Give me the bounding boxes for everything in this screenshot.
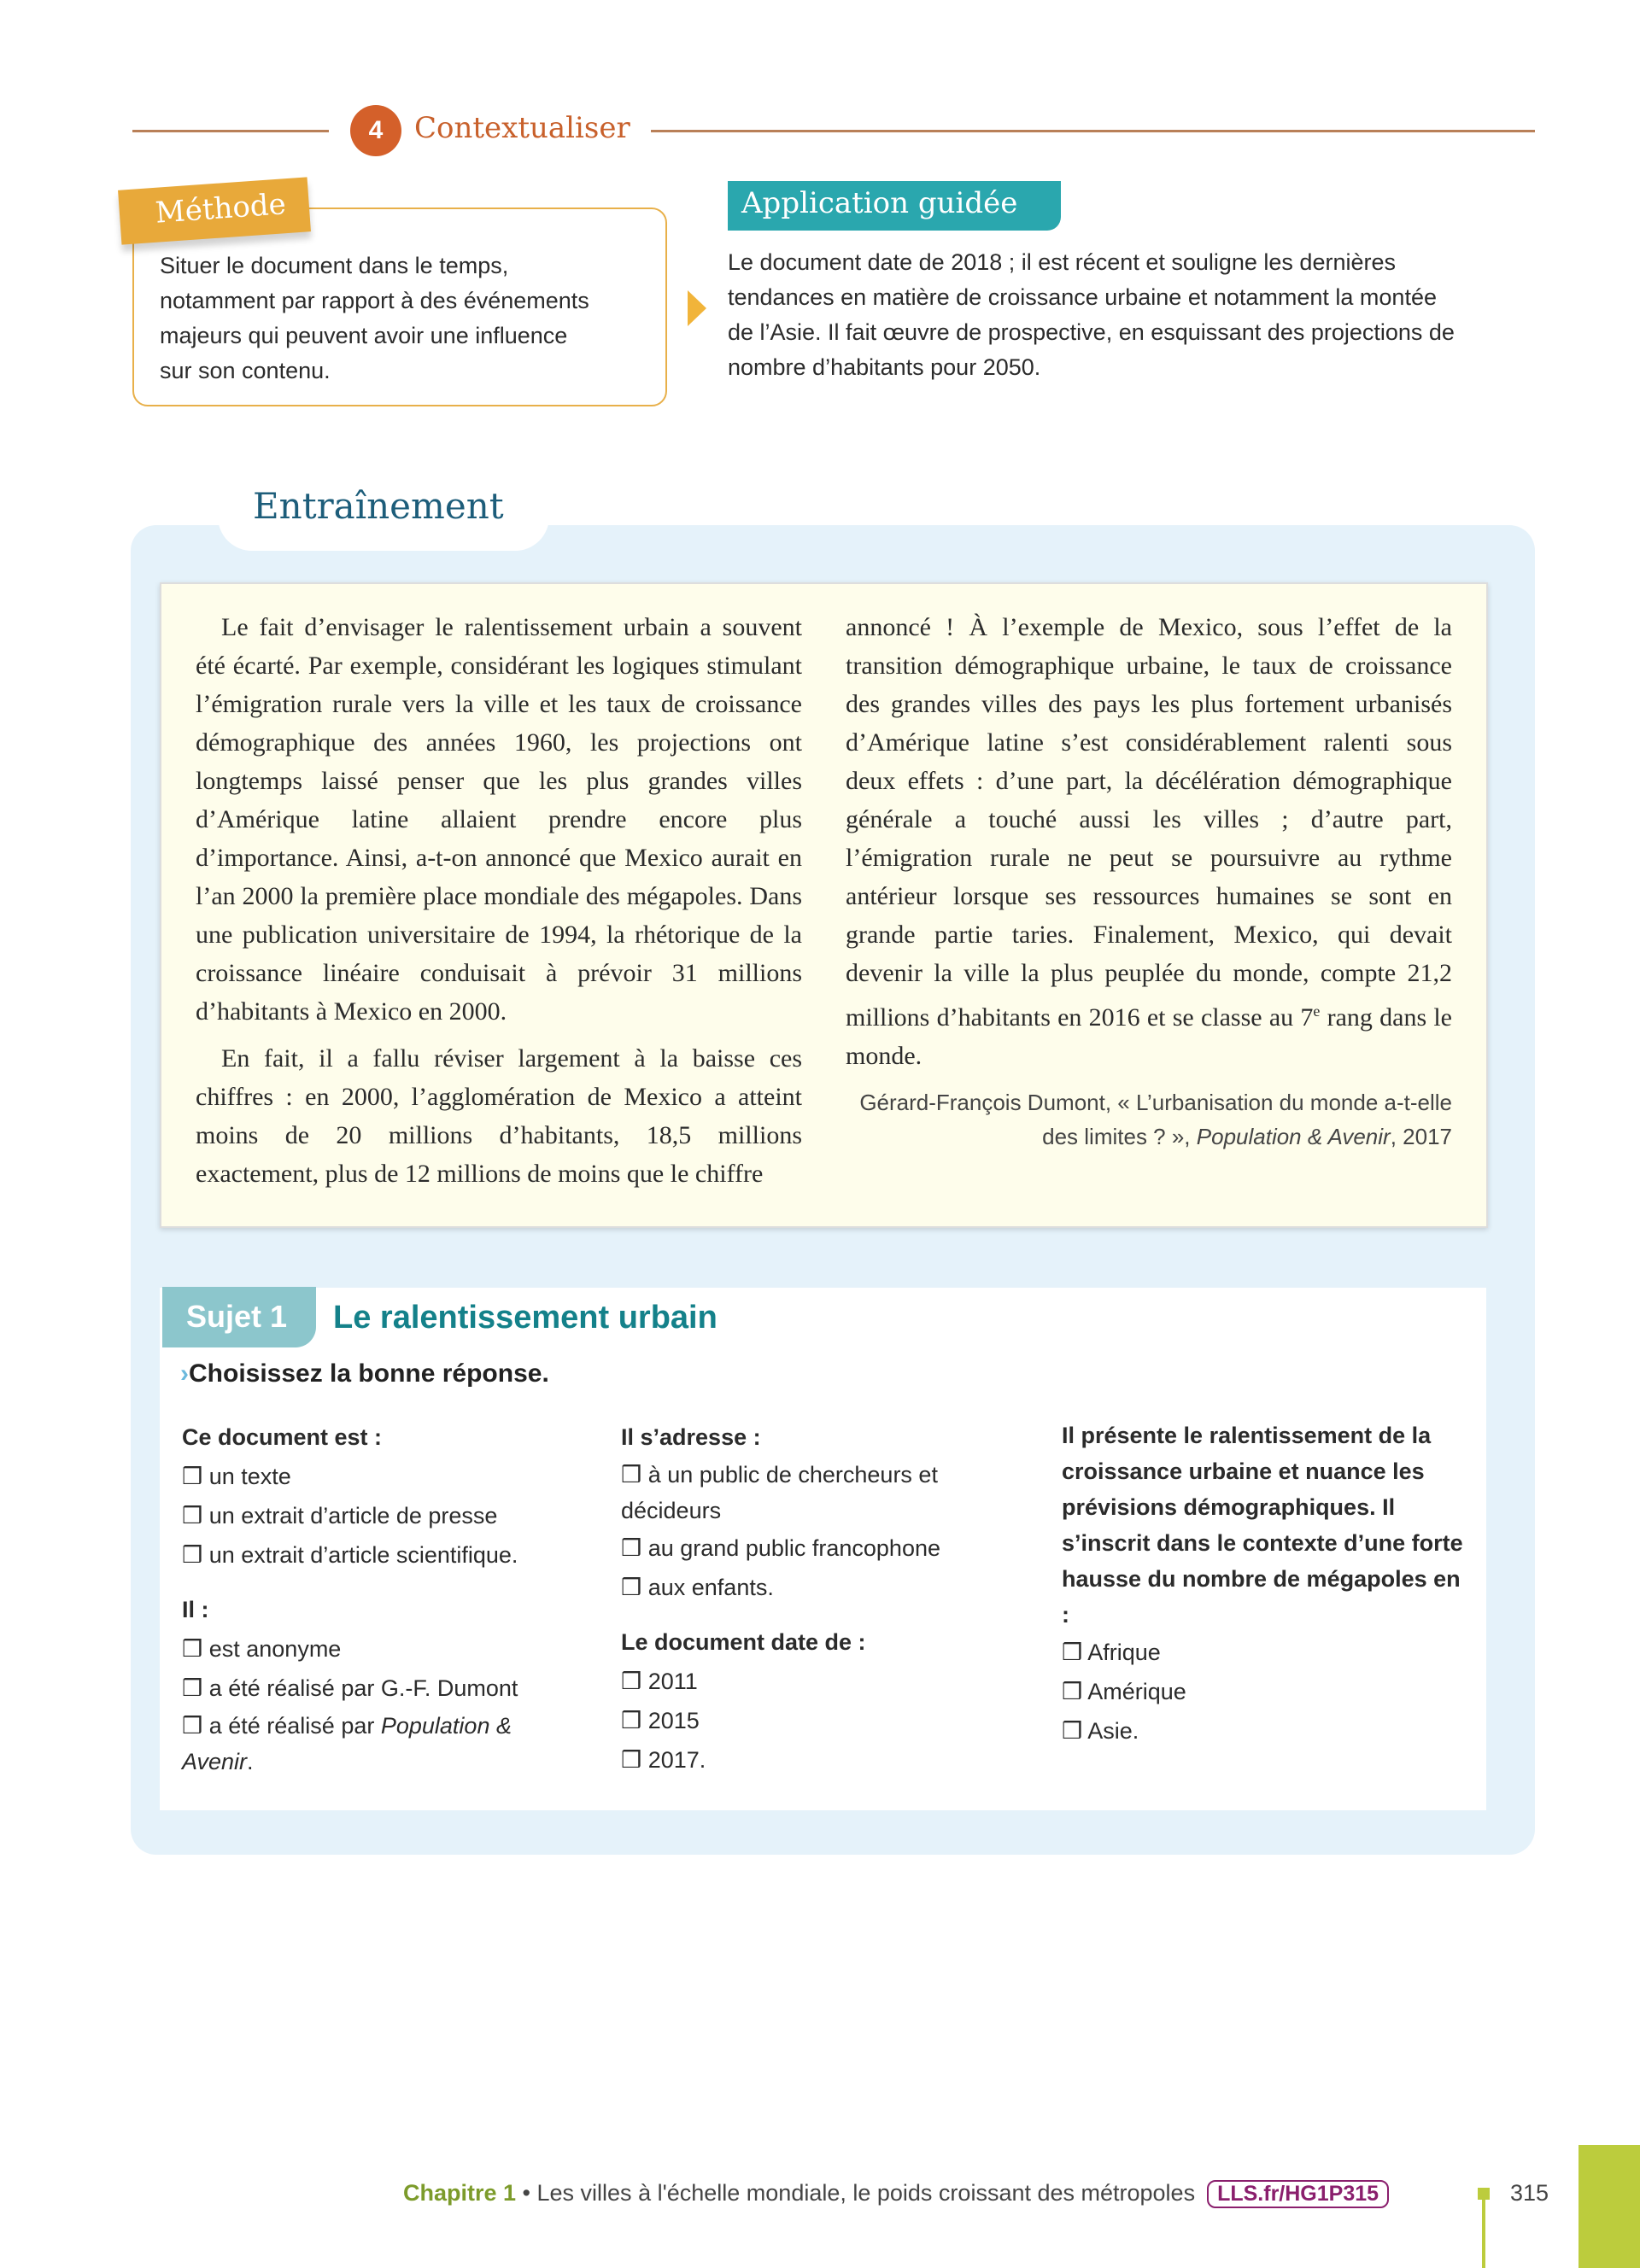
question-title: Le document date de :	[621, 1629, 866, 1655]
option-label: aux enfants.	[647, 1575, 774, 1600]
option[interactable]	[1062, 1633, 1463, 1672]
checkbox-icon[interactable]: ❒	[182, 1542, 203, 1568]
option-label: est anonyme	[208, 1636, 342, 1662]
text: rang dans le monde.	[846, 1003, 1452, 1070]
footer	[403, 2180, 1389, 2208]
option[interactable]	[1062, 1711, 1463, 1751]
checkbox-icon[interactable]: ❒	[1062, 1718, 1083, 1744]
text-line: notamment par rapport à des événements	[160, 288, 589, 313]
lls-link[interactable]: LLS.fr/HG1P315	[1207, 2180, 1389, 2208]
option[interactable]	[182, 1535, 583, 1575]
option-label: 2011	[647, 1669, 698, 1694]
source-year: , 2017	[1390, 1124, 1452, 1149]
option[interactable]	[182, 1457, 583, 1496]
checkbox-icon[interactable]: ❒	[621, 1708, 642, 1733]
question-title: Il présente le ralentissement de la croissance urbaine et nuance les prévisions démographiques. Il s’inscrit dans le contexte d’une forte hausse du nombre de mégapoles en :	[1062, 1423, 1463, 1628]
option[interactable]	[182, 1708, 549, 1780]
methode-label: Méthode	[118, 177, 311, 244]
text-line: majeurs qui peuvent avoir une influence	[160, 323, 568, 348]
checkbox-icon[interactable]: ❒	[621, 1462, 642, 1488]
source-author: Gérard-François Dumont, « L’urbanisation du monde a-t-elle des limites ? »,	[859, 1090, 1452, 1149]
section-number: 4	[350, 105, 401, 156]
decor-line	[1482, 2195, 1485, 2268]
text-line: de l’Asie. Il fait œuvre de prospective, en esquissant des projections de	[728, 319, 1455, 345]
chevron-right-icon: ›	[180, 1359, 189, 1388]
paragraph: Le fait d’envisager le ralentissement urbain a souvent été écarté. Par exemple, considérant les logiques stimulant l’émigration rurale vers la ville et les taux de croissance démographique des années 1960, les projections ont longtemps laissé penser que les plus grandes villes d’Amérique latine allaient prendre encore plus d’importance. Ainsi, a-t-on annoncé que Mexico aurait en l’an 2000 la première place mondiale des mégapoles. Dans une publication universitaire de 1994, la rhétorique de la croissance linéaire conduisait à prévoir 31 millions d’habitants à Mexico en 2000.	[196, 613, 802, 1026]
sujet-tag: Sujet 1	[162, 1287, 316, 1347]
text-line: Le document date de 2018 ; il est récent et souligne les dernières	[728, 249, 1396, 275]
entrainement-title: Entraînement	[253, 485, 504, 527]
superscript: e	[1313, 1002, 1321, 1020]
option-label: Asie.	[1087, 1718, 1139, 1744]
checkbox-icon[interactable]: ❒	[621, 1575, 642, 1600]
checkbox-icon[interactable]: ❒	[1062, 1640, 1083, 1665]
text-line: sur son contenu.	[160, 358, 331, 383]
option[interactable]	[182, 1496, 583, 1535]
option-label: 2017.	[647, 1747, 706, 1773]
page-tab-marker	[1578, 2145, 1640, 2268]
checkbox-icon[interactable]: ❒	[182, 1713, 203, 1739]
checkbox-icon[interactable]: ❒	[182, 1503, 203, 1529]
checkbox-icon[interactable]: ❒	[621, 1669, 642, 1694]
option-label: 2015	[647, 1708, 700, 1733]
application-label: Application guidée	[728, 181, 1061, 231]
option[interactable]	[182, 1669, 583, 1708]
section-title: Contextualiser	[414, 111, 630, 145]
question-column-2	[621, 1418, 988, 1780]
checkbox-icon[interactable]: ❒	[182, 1675, 203, 1701]
option-label: à un public de chercheurs et décideurs	[621, 1462, 938, 1523]
option[interactable]	[621, 1662, 988, 1701]
source	[846, 1085, 1452, 1154]
page-number: 315	[1510, 2180, 1549, 2206]
text: annoncé ! À l’exemple de Mexico, sous l’effet de la transition démographique urbaine, le taux de croissance des grandes villes des pays les plus fortement urbanisés d’Amérique latine s’est considérablement ralenti sous deux effets : d’une part, la décélération démographique générale a touché aussi les villes ; d’autre part, l’émigration rurale ne peut se poursuivre au rythme antérieur lorsque ses ressources humaines se sont en grande partie taries. Finalement, Mexico, qui devait devenir la ville la plus peuplée du monde, compte 21,2 millions d’habitants en 2016 et se classe au 7	[846, 613, 1452, 1032]
question-title: Ce document est :	[182, 1424, 383, 1450]
option-label-italic: Population & Avenir	[182, 1713, 512, 1774]
option[interactable]	[621, 1740, 988, 1780]
instruction	[180, 1359, 549, 1388]
text-line: tendances en matière de croissance urbaine et notamment la montée	[728, 284, 1437, 310]
option-label: au grand public francophone	[647, 1535, 940, 1561]
instruction-text: Choisissez la bonne réponse.	[189, 1359, 549, 1388]
checkbox-icon[interactable]: ❒	[1062, 1679, 1083, 1704]
text-line: Situer le document dans le temps,	[160, 253, 509, 278]
question-title: Il s’adresse :	[621, 1424, 761, 1450]
option-label: .	[247, 1749, 254, 1774]
sujet-title: Le ralentissement urbain	[333, 1300, 718, 1336]
chapter-title: Les villes à l'échelle mondiale, le poids croissant des métropoles	[536, 2180, 1196, 2206]
application-text	[728, 245, 1455, 385]
source-publication: Population & Avenir	[1196, 1124, 1391, 1149]
option-label: Amérique	[1087, 1679, 1186, 1704]
excerpt-column-2	[846, 608, 1452, 1154]
checkbox-icon[interactable]: ❒	[182, 1636, 203, 1662]
separator: •	[516, 2180, 537, 2206]
option[interactable]	[621, 1529, 988, 1568]
paragraph	[846, 608, 1452, 1075]
question-column-1	[182, 1418, 583, 1780]
option-label: a été réalisé par	[208, 1713, 381, 1739]
option[interactable]	[1062, 1672, 1463, 1711]
question-column-3	[1062, 1418, 1463, 1751]
divider	[651, 130, 1535, 132]
option-label: un texte	[208, 1464, 291, 1489]
arrow-right-icon	[688, 290, 706, 326]
checkbox-icon[interactable]: ❒	[182, 1464, 203, 1489]
option-label: a été réalisé par G.-F. Dumont	[208, 1675, 518, 1701]
methode-text	[160, 248, 589, 389]
option[interactable]	[621, 1568, 988, 1607]
option[interactable]	[182, 1629, 583, 1669]
divider	[132, 130, 329, 132]
chapter-label: Chapitre 1	[403, 2180, 517, 2206]
checkbox-icon[interactable]: ❒	[621, 1535, 642, 1561]
option-label: Afrique	[1087, 1640, 1161, 1665]
option[interactable]	[621, 1457, 988, 1529]
option-label: un extrait d’article de presse	[208, 1503, 498, 1529]
option[interactable]	[621, 1701, 988, 1740]
option-label: un extrait d’article scientifique.	[208, 1542, 518, 1568]
paragraph: En fait, il a fallu réviser largement à la baisse ces chiffres : en 2000, l’agglomération de Mexico a atteint moins de 20 millions d’habitants, 18,5 millions exactement, plus de 12 millions de moins que le chiffre	[196, 1044, 802, 1188]
checkbox-icon[interactable]: ❒	[621, 1747, 642, 1773]
question-title: Il :	[182, 1597, 209, 1622]
text-line: nombre d’habitants pour 2050.	[728, 354, 1041, 380]
excerpt-column-1	[196, 608, 802, 1201]
